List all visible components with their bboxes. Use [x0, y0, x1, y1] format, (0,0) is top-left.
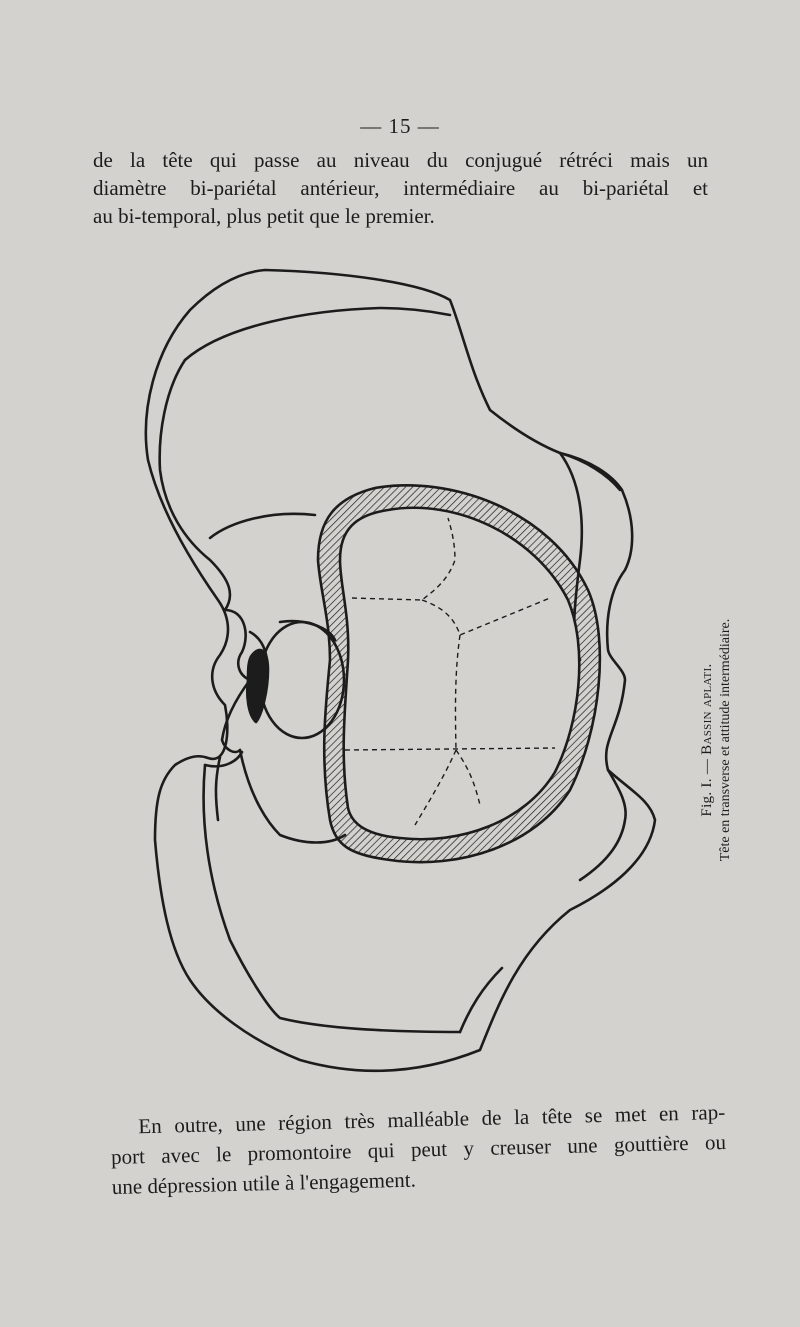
caption-subtitle: Tête en transverse et attitude intermédiaire.: [718, 618, 733, 862]
text-line: de la tête qui passe au niveau du conjugué rétréci mais un: [93, 148, 708, 172]
pelvis-figure: [130, 260, 670, 1090]
text-line: En outre, une région très malléable de la tête se met en rap-: [138, 1099, 726, 1139]
top-paragraph: [93, 146, 708, 230]
pelvis-inner-contour: [185, 308, 450, 360]
caption-title: Bassin aplati.: [699, 663, 715, 755]
text-line: port avec le promontoire qui peut y creuser une gouttière ou: [110, 1129, 727, 1169]
page-number: — 15 —: [360, 114, 440, 138]
text-line: au bi-temporal, plus petit que le premier.: [93, 204, 435, 228]
promontory-mark: [247, 650, 268, 722]
caption-prefix: Fig. I. —: [699, 754, 715, 817]
bottom-paragraph: [110, 1097, 727, 1202]
figure-caption: [697, 619, 735, 862]
text-line: diamètre bi-pariétal antérieur, intermédiaire au bi-pariétal et: [93, 176, 708, 200]
pelvis-drawing: [130, 260, 670, 1090]
text-line: une dépression utile à l'engagement.: [111, 1167, 417, 1199]
